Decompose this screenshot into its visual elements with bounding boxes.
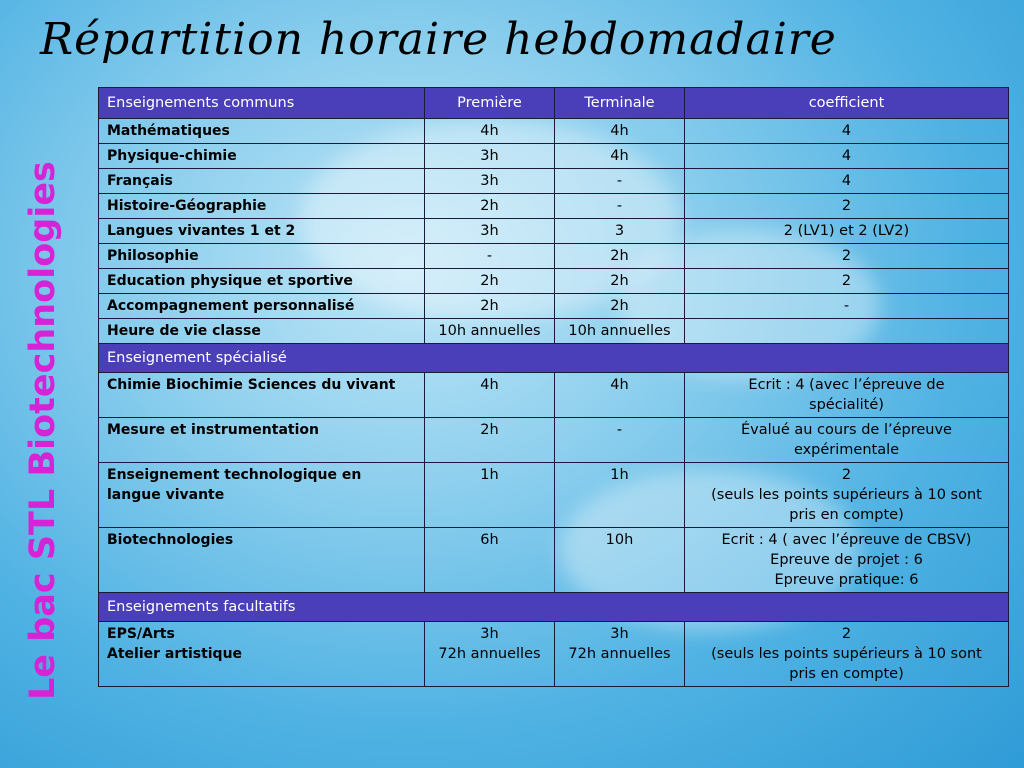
header-premiere: Première bbox=[425, 88, 555, 119]
coefficient-cell: 2 bbox=[685, 244, 1009, 269]
terminale-cell: 1h bbox=[555, 463, 685, 528]
terminale-cell: 3 bbox=[555, 219, 685, 244]
terminale-cell: - bbox=[555, 169, 685, 194]
coefficient-cell: Ecrit : 4 (avec l’épreuve de spécialité) bbox=[685, 373, 1009, 418]
terminale-cell: - bbox=[555, 194, 685, 219]
header-coefficient: coefficient bbox=[685, 88, 1009, 119]
table-row bbox=[99, 373, 1009, 418]
table-row bbox=[99, 463, 1009, 528]
coefficient-cell: 2 bbox=[685, 194, 1009, 219]
coefficient-cell: 4 bbox=[685, 144, 1009, 169]
side-title bbox=[8, 100, 78, 700]
row-label: Langues vivantes 1 et 2 bbox=[99, 219, 425, 244]
section-row bbox=[99, 593, 1009, 622]
table-row bbox=[99, 219, 1009, 244]
row-label: Heure de vie classe bbox=[99, 319, 425, 344]
section-row bbox=[99, 344, 1009, 373]
section-facultatifs: Enseignements facultatifs bbox=[99, 593, 1009, 622]
terminale-cell: 2h bbox=[555, 269, 685, 294]
row-label: Mathématiques bbox=[99, 119, 425, 144]
table-row bbox=[99, 622, 1009, 687]
coefficient-cell: 4 bbox=[685, 169, 1009, 194]
header-terminale: Terminale bbox=[555, 88, 685, 119]
coefficient-cell bbox=[685, 319, 1009, 344]
premiere-cell: 2h bbox=[425, 269, 555, 294]
coefficient-cell: 2 (seuls les points supérieurs à 10 sont pris en compte) bbox=[685, 463, 1009, 528]
schedule-table bbox=[98, 87, 1009, 687]
row-label: Physique-chimie bbox=[99, 144, 425, 169]
terminale-cell: 4h bbox=[555, 119, 685, 144]
premiere-cell: 1h bbox=[425, 463, 555, 528]
premiere-cell: 3h bbox=[425, 219, 555, 244]
table-row bbox=[99, 144, 1009, 169]
premiere-cell: 3h bbox=[425, 144, 555, 169]
premiere-cell: 2h bbox=[425, 418, 555, 463]
terminale-cell: 2h bbox=[555, 294, 685, 319]
premiere-cell: 2h bbox=[425, 294, 555, 319]
terminale-cell: 4h bbox=[555, 373, 685, 418]
side-title-prefix: Le bac STL bbox=[23, 476, 63, 700]
row-label: Accompagnement personnalisé bbox=[99, 294, 425, 319]
premiere-cell: - bbox=[425, 244, 555, 269]
premiere-cell: 2h bbox=[425, 194, 555, 219]
row-label: Philosophie bbox=[99, 244, 425, 269]
table-row bbox=[99, 244, 1009, 269]
row-label: Français bbox=[99, 169, 425, 194]
premiere-cell: 3h bbox=[425, 169, 555, 194]
table-row bbox=[99, 269, 1009, 294]
row-label: Chimie Biochimie Sciences du vivant bbox=[99, 373, 425, 418]
table-row bbox=[99, 294, 1009, 319]
terminale-cell: 2h bbox=[555, 244, 685, 269]
coefficient-cell: 2 (LV1) et 2 (LV2) bbox=[685, 219, 1009, 244]
table-row bbox=[99, 528, 1009, 593]
terminale-cell: - bbox=[555, 418, 685, 463]
row-label: Enseignement technologique en langue vivante bbox=[99, 463, 425, 528]
side-title-highlight: Biotechnologies bbox=[23, 161, 63, 477]
coefficient-cell: 2 bbox=[685, 269, 1009, 294]
row-label: Histoire-Géographie bbox=[99, 194, 425, 219]
terminale-cell: 10h bbox=[555, 528, 685, 593]
section-specialise: Enseignement spécialisé bbox=[99, 344, 1009, 373]
table-row bbox=[99, 418, 1009, 463]
table-row bbox=[99, 169, 1009, 194]
header-enseignements-communs: Enseignements communs bbox=[99, 88, 425, 119]
table-row bbox=[99, 194, 1009, 219]
slide-title: Répartition horaire hebdomadaire bbox=[40, 14, 837, 65]
coefficient-cell: 2 (seuls les points supérieurs à 10 sont pris en compte) bbox=[685, 622, 1009, 687]
table-row bbox=[99, 319, 1009, 344]
coefficient-cell: - bbox=[685, 294, 1009, 319]
terminale-cell: 4h bbox=[555, 144, 685, 169]
row-label: EPS/Arts Atelier artistique bbox=[99, 622, 425, 687]
premiere-cell: 6h bbox=[425, 528, 555, 593]
coefficient-cell: 4 bbox=[685, 119, 1009, 144]
terminale-cell: 3h 72h annuelles bbox=[555, 622, 685, 687]
coefficient-cell: Évalué au cours de l’épreuve expérimentale bbox=[685, 418, 1009, 463]
terminale-cell: 10h annuelles bbox=[555, 319, 685, 344]
coefficient-cell: Ecrit : 4 ( avec l’épreuve de CBSV) Epreuve de projet : 6 Epreuve pratique: 6 bbox=[685, 528, 1009, 593]
row-label: Biotechnologies bbox=[99, 528, 425, 593]
premiere-cell: 3h 72h annuelles bbox=[425, 622, 555, 687]
premiere-cell: 4h bbox=[425, 373, 555, 418]
premiere-cell: 4h bbox=[425, 119, 555, 144]
premiere-cell: 10h annuelles bbox=[425, 319, 555, 344]
row-label: Mesure et instrumentation bbox=[99, 418, 425, 463]
table-header-row bbox=[99, 88, 1009, 119]
row-label: Education physique et sportive bbox=[99, 269, 425, 294]
table-row bbox=[99, 119, 1009, 144]
